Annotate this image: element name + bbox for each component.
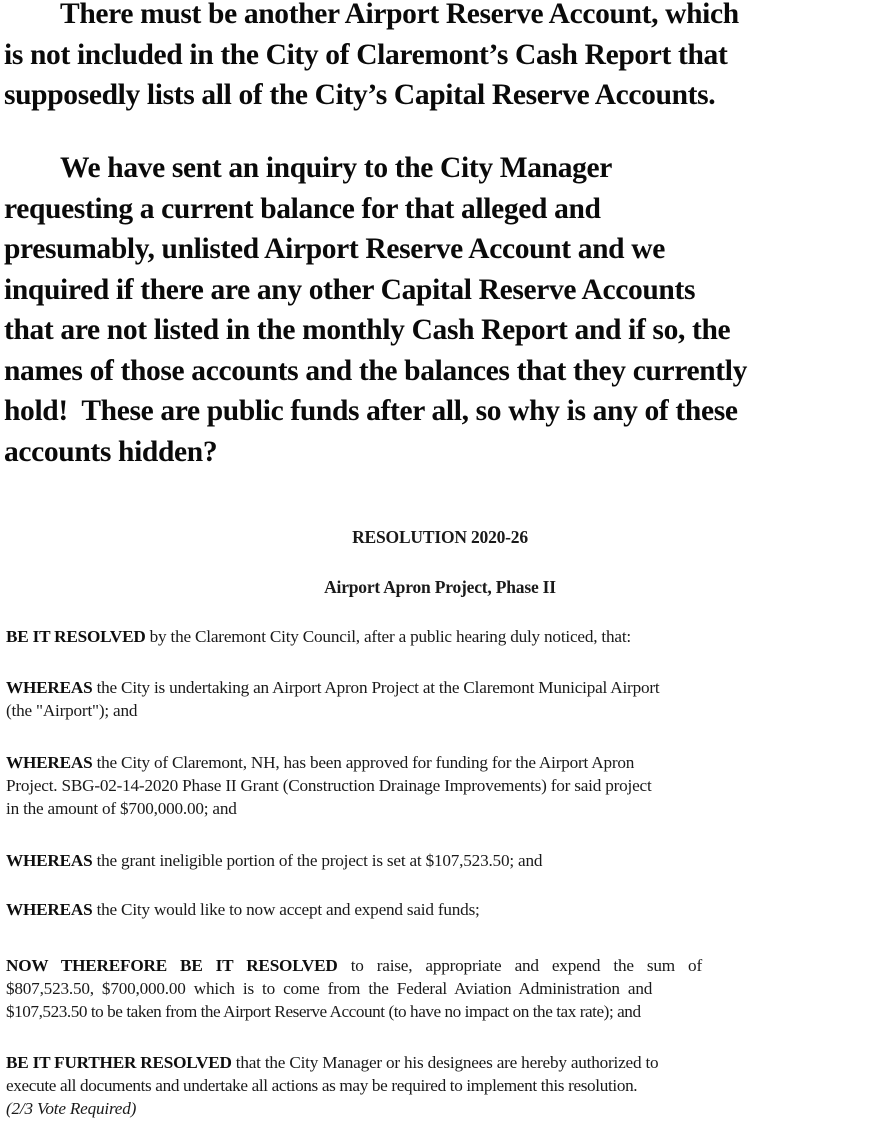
clause-text: the City would like to now accept and expend said funds; [92, 900, 480, 919]
text-line: that are not listed in the monthly Cash Report and if so, the [4, 314, 731, 346]
text-line: There must be another Airport Reserve Account, which [60, 0, 739, 30]
clause-be-it-further-resolved [6, 1051, 872, 1120]
text-line: is not included in the City of Claremont’s Cash Report that [4, 38, 728, 71]
clause-text: that the City Manager or his designees are hereby authorized to [231, 1053, 659, 1072]
clause-text: Project. SBG-02-14-2020 Phase II Grant (Construction Drainage Improvements) for said project [6, 776, 652, 795]
resolution-title: RESOLUTION 2020-26 [352, 527, 528, 547]
clause-text: the City is undertaking an Airport Apron Project at the Claremont Municipal Airport [92, 678, 660, 697]
clause-text: (the "Airport"); and [6, 701, 138, 720]
clause-text: execute all documents and undertake all actions as may be required to implement this resolution. [6, 1076, 638, 1095]
clause-text: the City of Claremont, NH, has been approved for funding for the Airport Apron [92, 753, 635, 772]
clause-whereas-2 [6, 751, 872, 820]
vote-required-note: (2/3 Vote Required) [6, 1099, 137, 1118]
text-line: inquired if there are any other Capital Reserve Accounts [4, 273, 696, 306]
commentary-paragraph-2 [0, 148, 747, 472]
clause-whereas-4 [6, 898, 872, 921]
text-line: supposedly lists all of the City’s Capital Reserve Accounts. [4, 79, 716, 111]
clause-now-therefore [6, 954, 872, 1023]
text-line: We have sent an inquiry to the City Manager [60, 152, 612, 184]
clause-lead: NOW THEREFORE BE IT RESOLVED [6, 956, 338, 975]
clause-lead: WHEREAS [6, 678, 93, 697]
clause-text: $807,523.50, $700,000.00 which is to come from the Federal Aviation Administration and [6, 979, 653, 998]
clause-text: $107,523.50 to be taken from the Airport Reserve Account (to have no impact on the tax rate); and [6, 1002, 641, 1021]
text-line: hold! These are public funds after all, so why is any of these [4, 395, 738, 427]
clause-whereas-3 [6, 849, 872, 872]
clause-text: in the amount of $700,000.00; and [6, 799, 237, 818]
clause-lead: BE IT FURTHER RESOLVED [6, 1053, 232, 1072]
clause-text: the grant ineligible portion of the project is set at $107,523.50; and [92, 851, 543, 870]
clause-be-it-resolved [6, 625, 872, 648]
text-line: presumably, unlisted Airport Reserve Account and we [4, 233, 665, 265]
clause-lead: BE IT RESOLVED [6, 627, 146, 646]
text-line: requesting a current balance for that alleged and [4, 192, 601, 225]
clause-text: by the Claremont City Council, after a public hearing duly noticed, that: [145, 627, 631, 646]
clause-lead: WHEREAS [6, 851, 93, 870]
clause-text: to raise, appropriate and expend the sum of [337, 956, 702, 975]
clause-lead: WHEREAS [6, 900, 93, 919]
resolution-subtitle: Airport Apron Project, Phase II [324, 577, 556, 597]
text-line: names of those accounts and the balances that they currently [4, 354, 747, 387]
clause-whereas-1 [6, 676, 872, 722]
text-line: accounts hidden? [4, 435, 218, 468]
clause-lead: WHEREAS [6, 753, 93, 772]
commentary-paragraph-1 [0, 0, 739, 116]
